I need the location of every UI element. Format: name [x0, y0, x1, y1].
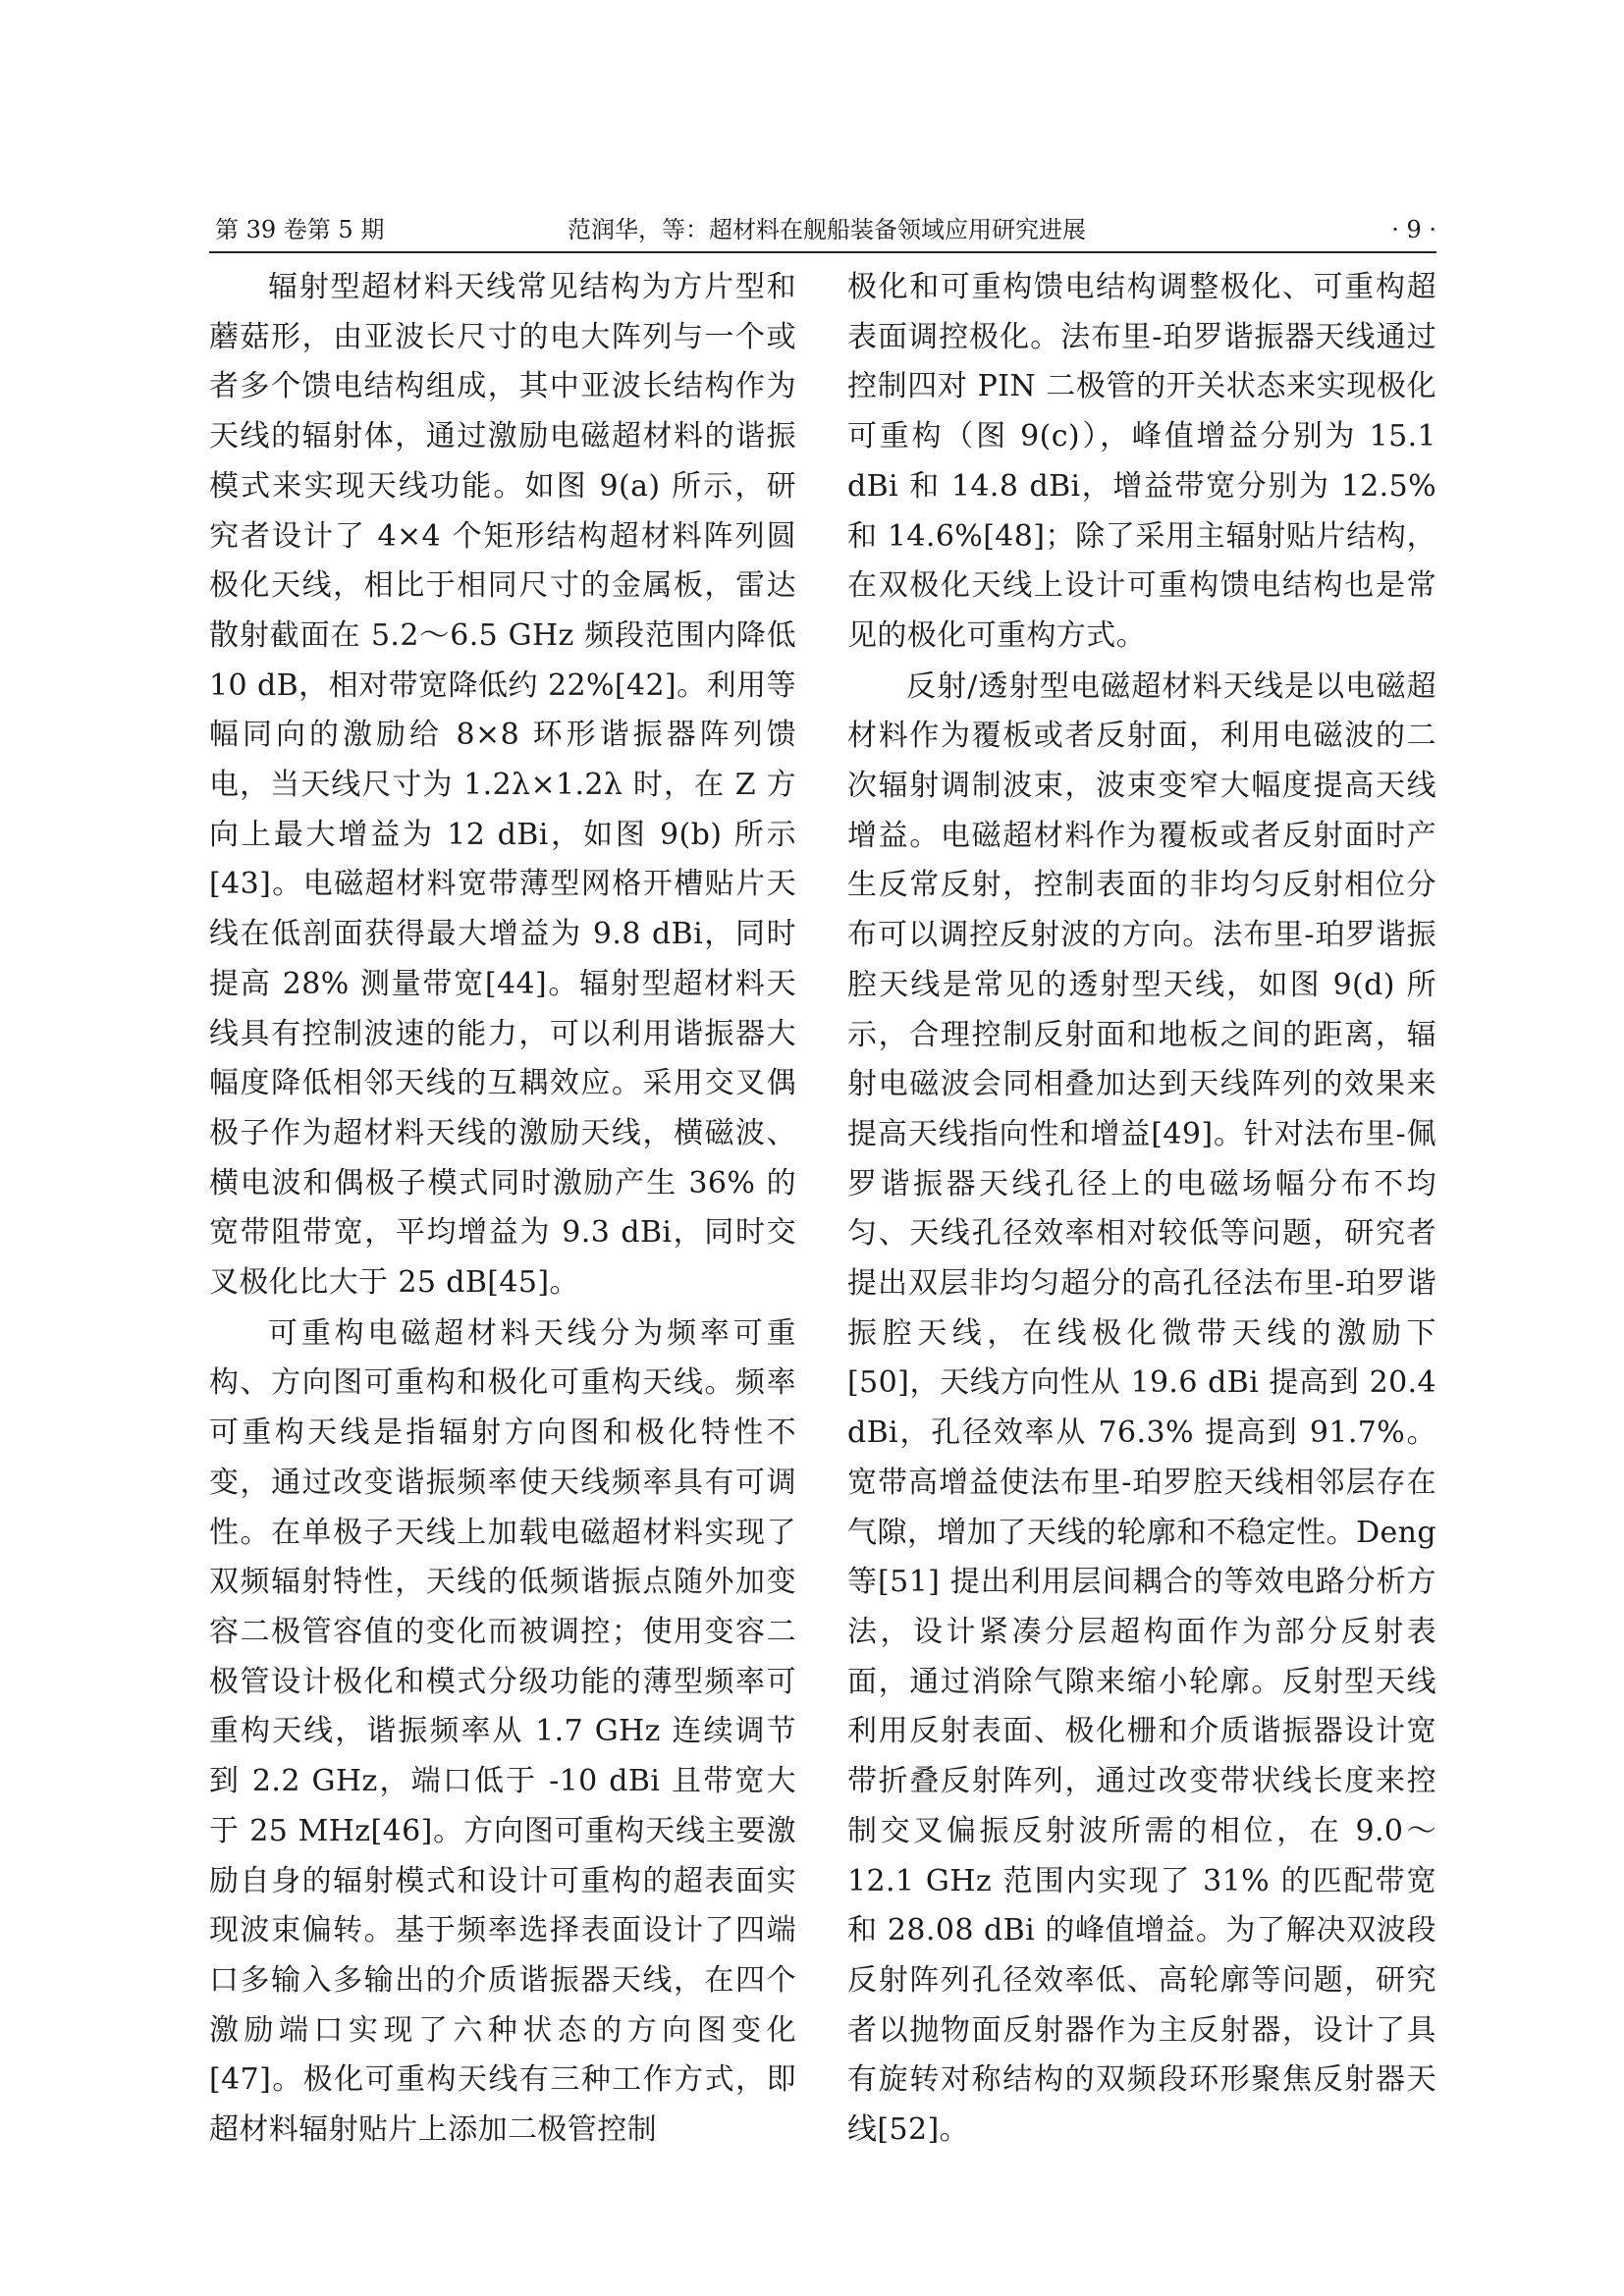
paragraph-polarization-continued: 极化和可重构馈电结构调整极化、可重构超表面调控极化。法布里-珀罗谐振器天线通过控制四对 PIN 二极管的开关状态来实现极化可重构（图 9(c)），峰值增益分别为 15.1 dBi 和 14.8 dBi，增益带宽分别为 12.5% 和 14.6%[48]；除了采用主辐射贴片结构，在双极化天线上设计可重构馈电结构也是常见的极化可重构方式。	[847, 270, 1436, 653]
paragraph-reflect-transmit-antenna: 反射/透射型电磁超材料天线是以电磁超材料作为覆板或者反射面，利用电磁波的二次辐射调制波束，波束变窄大幅度提高天线增益。电磁超材料作为覆板或者反射面时产生反常反射，控制表面的非均匀反射相位分布可以调控反射波的方向。法布里-珀罗谐振腔天线是常见的透射型天线，如图 9(d) 所示，合理控制反射面和地板之间的距离，辐射电磁波会同相叠加达到天线阵列的效果来提高天线指向性和增益[49]。针对法布里-佩罗谐振器天线孔径上的电磁场幅分布不均匀、天线孔径效率相对较低等问题，研究者提出双层非均匀超分的高孔径法布里-珀罗谐振腔天线，在线极化微带天线的激励下[50]，天线方向性从 19.6 dBi 提高到 20.4 dBi，孔径效率从 76.3% 提高到 91.7%。宽带高增益使法布里-珀罗腔天线相邻层存在气隙，增加了天线的轮廓和不稳定性。Deng 等[51] 提出利用层间耦合的等效电路分析方法，设计紧凑分层超构面作为部分反射表面，通过消除气隙来缩小轮廓。反射型天线利用反射表面、极化栅和介质谐振器设计宽带折叠反射阵列，通过改变带状线长度来控制交叉偏振反射波所需的相位，在 9.0～12.1 GHz 范围内实现了 31% 的匹配带宽和 28.08 dBi 的峰值增益。为了解决双波段反射阵列孔径效率低、高轮廓等问题，研究者以抛物面反射器作为主反射器，设计了具有旋转对称结构的双频段环形聚焦反射器天线[52]。	[847, 668, 1436, 2148]
paragraph-reconfigurable-antenna: 可重构电磁超材料天线分为频率可重构、方向图可重构和极化可重构天线。频率可重构天线是指辐射方向图和极化特性不变，通过改变谐振频率使天线频率具有可调性。在单极子天线上加载电磁超材料实现了双频辐射特性，天线的低频谐振点随外加变容二极管容值的变化而被调控；使用变容二极管设计极化和模式分级功能的薄型频率可重构天线，谐振频率从 1.7 GHz 连续调节到 2.2 GHz，端口低于 -10 dBi 且带宽大于 25 MHz[46]。方向图可重构天线主要激励自身的辐射模式和设计可重构的超表面实现波束偏转。基于频率选择表面设计了四端口多输入多输出的介质谐振器天线，在四个激励端口实现了六种状态的方向图变化[47]。极化可重构天线有三种工作方式，即超材料辐射贴片上添加二极管控制	[209, 1315, 796, 2148]
page-number: · 9 ·	[1391, 216, 1436, 243]
header-rule	[209, 251, 1436, 253]
right-column	[847, 263, 1436, 2156]
journal-issue: 第 39 卷第 5 期	[215, 216, 385, 243]
left-column	[209, 263, 796, 2156]
running-header	[209, 210, 1436, 253]
paragraph-radiating-antenna: 辐射型超材料天线常见结构为方片型和蘑菇形，由亚波长尺寸的电大阵列与一个或者多个馈电结构组成，其中亚波长结构作为天线的辐射体，通过激励电磁超材料的谐振模式来实现天线功能。如图 9(a) 所示，研究者设计了 4×4 个矩形结构超材料阵列圆极化天线，相比于相同尺寸的金属板，雷达散射截面在 5.2～6.5 GHz 频段范围内降低 10 dB，相对带宽降低约 22%[42]。利用等幅同向的激励给 8×8 环形谐振器阵列馈电，当天线尺寸为 1.2λ×1.2λ 时，在 Z 方向上最大增益为 12 dBi，如图 9(b) 所示[43]。电磁超材料宽带薄型网格开槽贴片天线在低剖面获得最大增益为 9.8 dBi，同时提高 28% 测量带宽[44]。辐射型超材料天线具有控制波速的能力，可以利用谐振器大幅度降低相邻天线的互耦效应。采用交叉偶极子作为超材料天线的激励天线，横磁波、横电波和偶极子模式同时激励产生 36% 的宽带阻带宽，平均增益为 9.3 dBi，同时交叉极化比大于 25 dB[45]。	[209, 270, 796, 1301]
running-title: 范润华，等：超材料在舰船装备领域应用研究进展	[568, 216, 1086, 243]
